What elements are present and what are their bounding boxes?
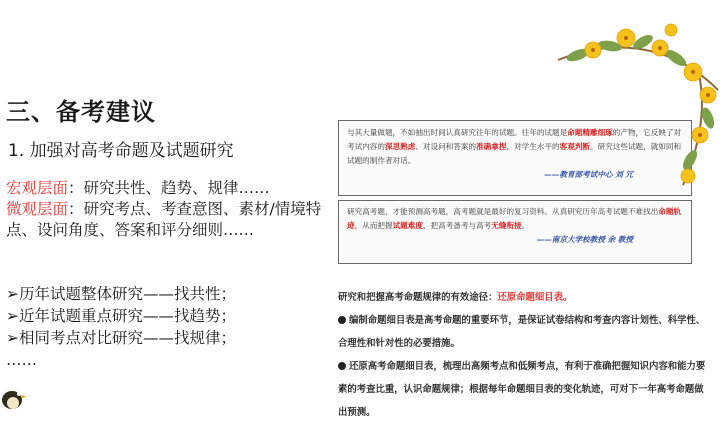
- quote-source: ——南京大学校教授 余 教授: [536, 235, 633, 244]
- section-title: 三、备考建议: [6, 98, 156, 126]
- macro-label: 宏观层面: [6, 179, 69, 197]
- lead-highlight: 还原命题细目表。: [497, 292, 573, 303]
- micro-label: 微观层面: [6, 200, 69, 218]
- list-item: ……: [6, 351, 37, 369]
- list-item: ➢近年试题重点研究——找趋势；: [6, 307, 236, 325]
- bullet-icon: [338, 316, 346, 324]
- quote-part: 。研究这些试题，就如同和试题的制作者对话。: [347, 142, 682, 165]
- quote-part: 的产物，它反映了对考试内容的: [347, 128, 682, 151]
- quote-part: ，把高考备考与高考: [422, 221, 492, 230]
- research-list: [6, 283, 236, 371]
- list-item: ➢历年试题整体研究——找共性；: [6, 285, 236, 303]
- quote-box-professor: [338, 200, 692, 264]
- quote-highlight: 试题难度: [392, 221, 423, 230]
- bullet-icon: [338, 362, 346, 370]
- micro-line: [6, 199, 338, 241]
- quote-part: 与其大量做题，不如抽出时间认真研究往年的试题。往年的试题是: [347, 128, 568, 137]
- method-bullet-2: [312, 355, 710, 424]
- quote-text: [347, 205, 683, 233]
- list-item: ➢相同考点对比研究——找规律；: [6, 329, 236, 347]
- method-lead: [312, 286, 710, 309]
- quote-highlight: 命题轨迹: [347, 207, 682, 230]
- quote-part: ，对学生水平的: [506, 142, 560, 151]
- lead-text: 研究和把握高考命题规律的有效途径：: [338, 292, 498, 303]
- bullet-text: 还原高考命题细目表，梳理出高频考点和低频考点，有利于准确把握知识内容和能力要素的考查比重，认识命题规律；根据每年命题细目表的变化轨迹，可对下一年高考命题做出预测。: [338, 361, 706, 418]
- quote-part: 。: [521, 221, 530, 230]
- macro-line: [6, 178, 338, 199]
- quote-highlight: 深思熟虑: [384, 142, 416, 151]
- quote-highlight: 无缝衔接: [491, 221, 522, 230]
- quote-part: ，从而把握: [354, 221, 393, 230]
- quote-part: 、对设问和答案的: [415, 142, 477, 151]
- quote-source: ——教育部考试中心 刘 冗: [544, 170, 633, 179]
- levels-paragraph: [6, 178, 338, 241]
- method-bullet-1: [312, 309, 710, 355]
- quote-part: 研究高考题，才能预测高考题，高考题就是最好的复习资料。从真研究历年高考试题不难找出: [347, 207, 659, 216]
- bird-icon: [0, 380, 26, 412]
- method-text: [312, 286, 710, 424]
- quote-highlight: 命题精雕细琢: [567, 128, 613, 137]
- quote-highlight: 客观判断: [559, 142, 590, 151]
- flower-branch-icon: [548, 0, 725, 190]
- micro-text: ：研究考点、考查意图、素材/情境特点、设问角度、答案和评分细则……: [6, 200, 322, 239]
- subtitle: 1. 加强对高考命题及试题研究: [8, 141, 234, 161]
- bullet-text: 编制命题细目表是高考命题的重要环节，是保证试卷结构和考查内容计划性、科学性、合理性和针对性的必要措施。: [338, 315, 706, 349]
- quote-highlight: 准确拿捏: [476, 142, 507, 151]
- macro-text: ：研究共性、趋势、规律……: [68, 179, 270, 197]
